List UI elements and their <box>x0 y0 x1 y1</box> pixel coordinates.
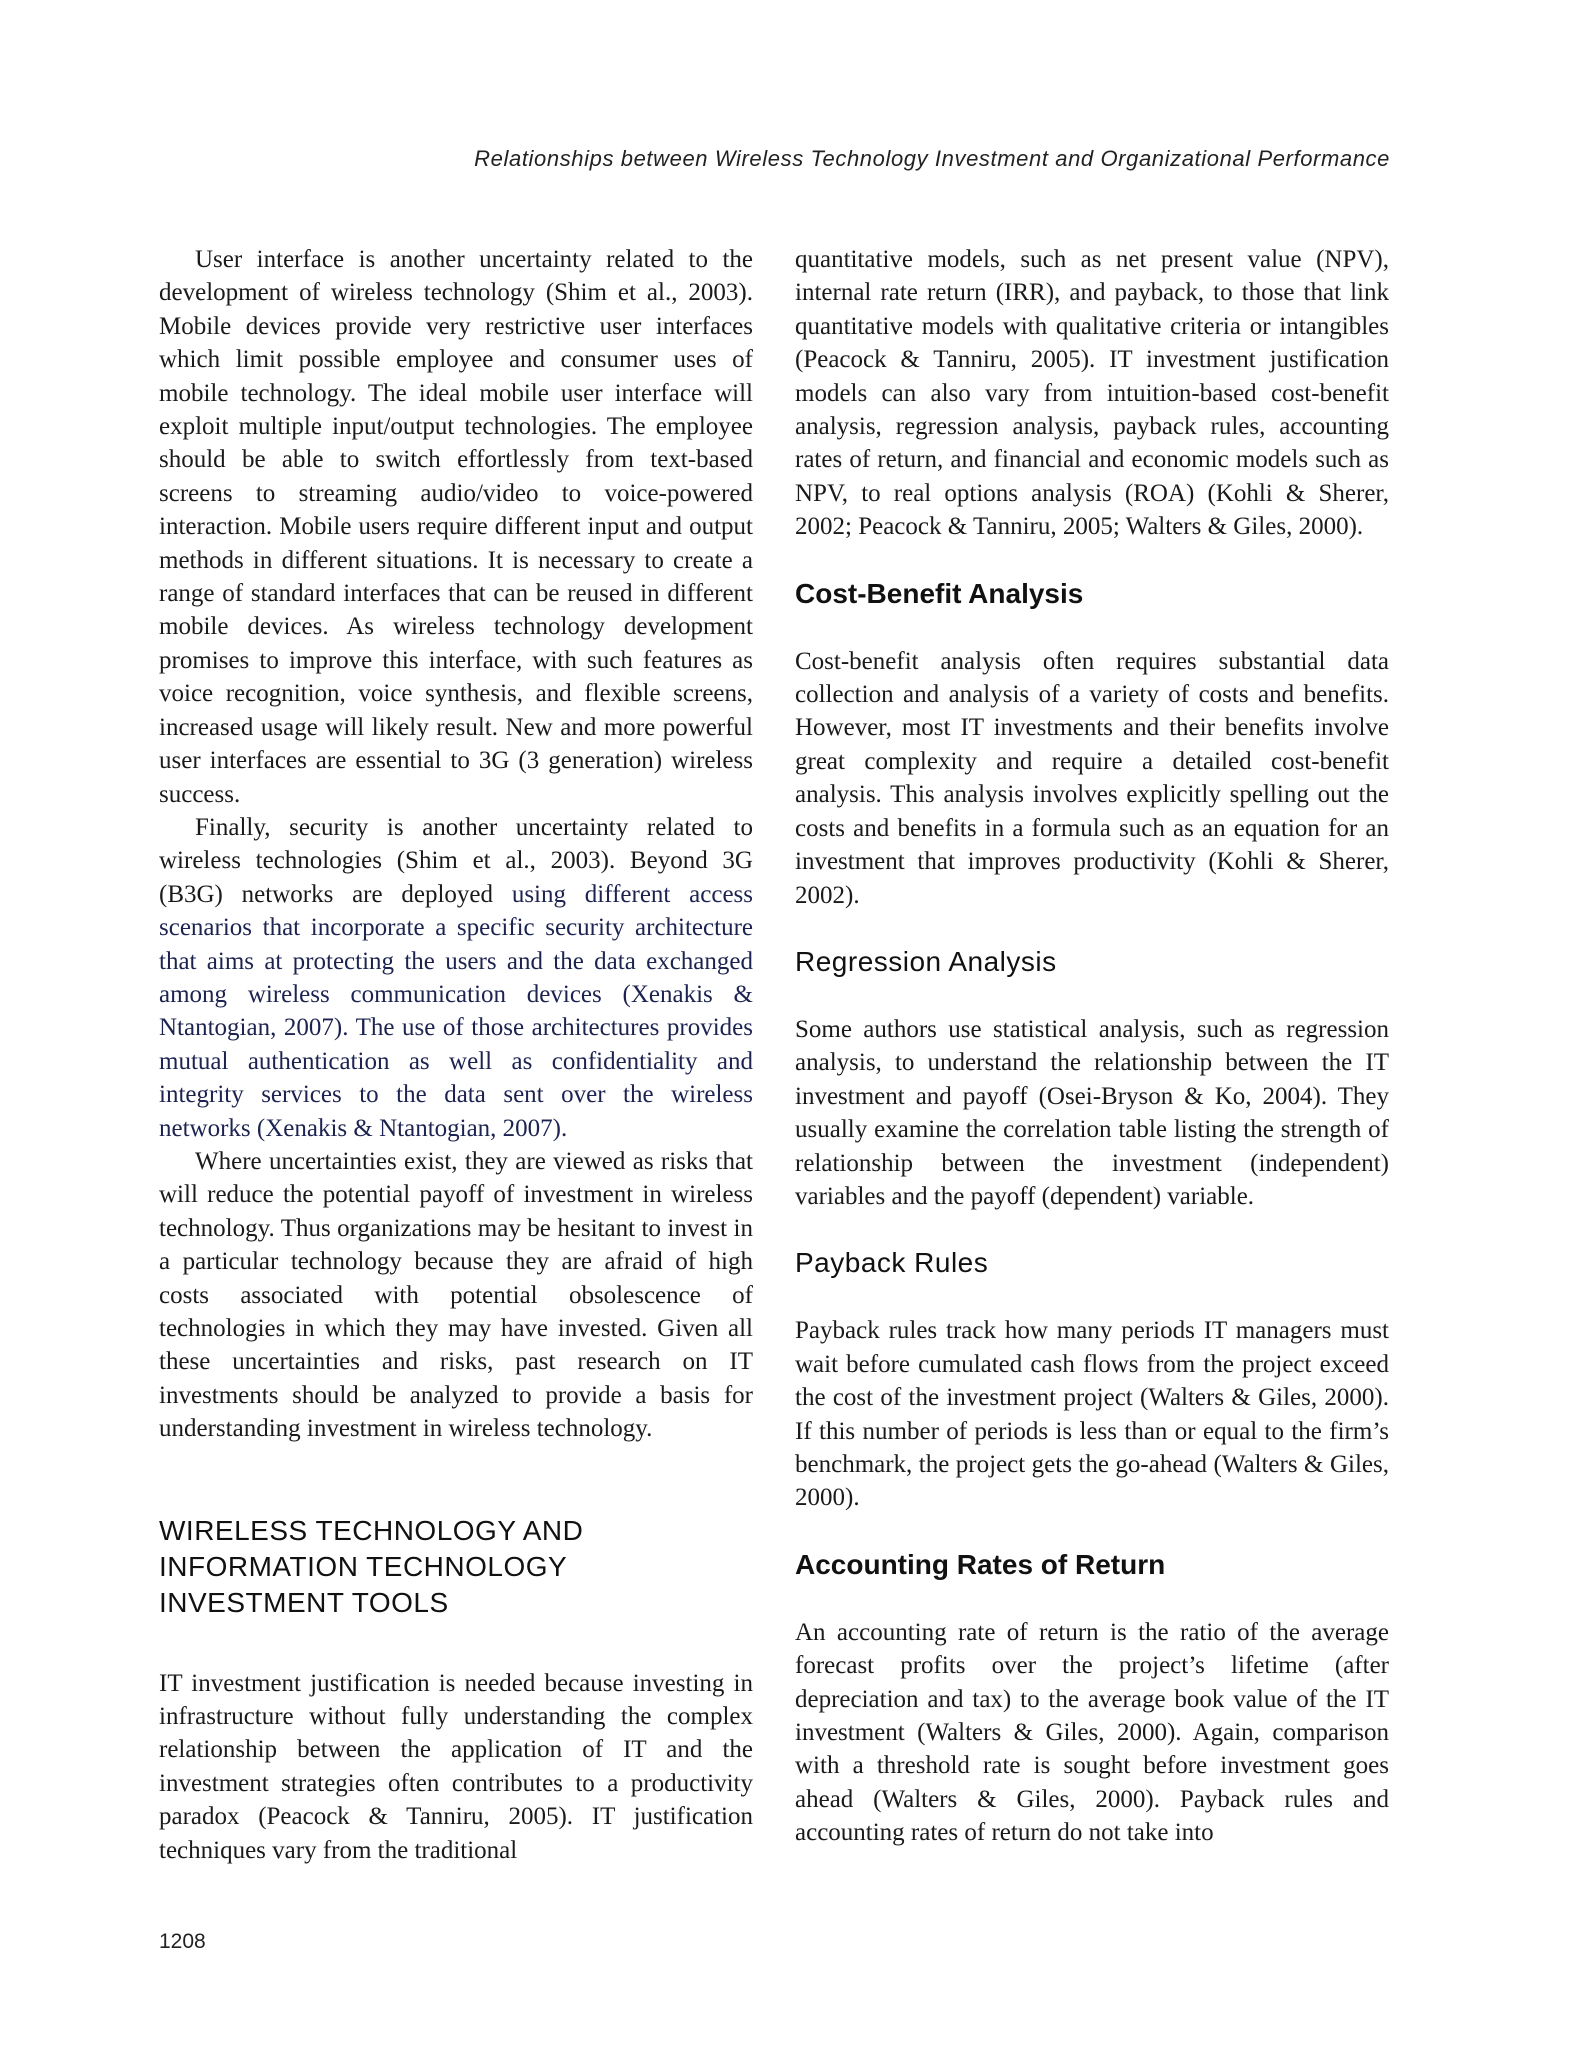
paragraph-regression: Some authors use statistical analysis, such as regression analysis, to understand the relationship between the IT investment and payoff (Osei-Bryson & Ko, 2004). They usually examine the correlation table listing the strength of relationship between the investment (independent) variables and the payoff (dependent) variable. <box>795 1015 1389 1210</box>
page-number: 1208 <box>159 1930 206 1953</box>
heading-payback-rules: Payback Rules <box>795 1247 989 1279</box>
heading-regression-analysis: Regression Analysis <box>795 945 1057 977</box>
paragraph-it-justification: IT investment justification is needed because investing in infrastructure without fully understanding the complex relationship between the application of IT and the investment strategies often contributes to a productivity paradox (Peacock & Tanniru, 2005). IT justification techniques vary from the traditional <box>159 1669 753 1864</box>
paragraph-payback: Payback rules track how many periods IT managers must wait before cumulated cash flows from the project exceed the cost of the investment project (Walters & Giles, 2000). If this number of periods is less than or equal to the firm’s benchmark, the project gets the go-ahead (Walters & Giles, 2000). <box>795 1317 1389 1512</box>
section-heading-investment-tools: WIRELESS TECHNOLOGY AND INFORMATION TECHNOLOGY INVESTMENT TOOLS <box>159 1514 584 1618</box>
running-head: Relationships between Wireless Technology Investment and Organizational Performance <box>474 146 1390 171</box>
left-column <box>159 243 753 1867</box>
security-text-quoted: using different access scenarios that incorporate a specific security architecture that aims at protecting the users and the data exchanged among wireless communication devices (Xenakis & Ntantogian, 2007). The use of those architectures provides mutual authentication as well as confidentiality and integrity services to the data sent over the wireless networks (Xenakis & Ntantogian, 2007). <box>159 880 753 1142</box>
paragraph-cost-benefit: Cost-benefit analysis often requires substantial data collection and analysis of a variety of costs and benefits. However, most IT investments and their benefits involve great complexity and require a detailed cost-benefit analysis. This analysis involves explicitly spelling out the costs and benefits in a formula such as an equation for an investment that improves productivity (Kohli & Sherer, 2002). <box>795 647 1389 909</box>
paragraph-security <box>159 811 753 1145</box>
heading-cost-benefit-analysis: Cost-Benefit Analysis <box>795 577 1084 609</box>
heading-accounting-rates-of-return: Accounting Rates of Return <box>795 1548 1166 1580</box>
right-column <box>795 243 1389 1850</box>
paragraph-uncertainties: Where uncertainties exist, they are viewed as risks that will reduce the potential payoff of investment in wireless technology. Thus organizations may be hesitant to invest in a particular technology because they are afraid of high costs associated with potential obsolescence of technologies in which they may have invested. Given all these uncertainties and risks, past research on IT investments should be analyzed to provide a basis for understanding investment in wireless technology. <box>159 1147 753 1443</box>
security-text-start: Finally, security is another uncertainty related to wireless technologies (Shim et al., 2003). Beyond 3G (B3G) networks are deployed <box>159 813 753 908</box>
paragraph-quantitative-models: quantitative models, such as net present value (NPV), internal rate return (IRR), and payback, to those that link quantitative models with qualitative criteria or intangibles (Peacock & Tanniru, 2005). IT investment justification models can also vary from intuition-based cost-benefit analysis, regression analysis, payback rules, accounting rates of return, and financial and economic models such as NPV, to real options analysis (ROA) (Kohli & Sherer, 2002; Peacock & Tanniru, 2005; Walters & Giles, 2000). <box>795 246 1389 541</box>
paragraph-user-interface: User interface is another uncertainty related to the development of wireless technology (Shim et al., 2003). Mobile devices provide very restrictive user interfaces which limit possible employee and consumer uses of mobile technology. The ideal mobile user interface will exploit multiple input/output technologies. The employee should be able to switch effortlessly from text-based screens to streaming audio/video to voice-powered interaction. Mobile users require different input and output methods in different situations. It is necessary to create a range of standard interfaces that can be reused in different mobile devices. As wireless technology development promises to improve this interface, with such features as voice recognition, voice synthesis, and flexible screens, increased usage will likely result. New and more powerful user interfaces are essential to 3G (3 generation) wireless success. <box>159 246 753 808</box>
paragraph-accounting-rates: An accounting rate of return is the ratio of the average forecast profits over the project’s lifetime (after depreciation and tax) to the average book value of the IT investment (Walters & Giles, 2000). Again, comparison with a threshold rate is sought before investment goes ahead (Walters & Giles, 2000). Payback rules and accounting rates of return do not take into <box>795 1618 1389 1847</box>
